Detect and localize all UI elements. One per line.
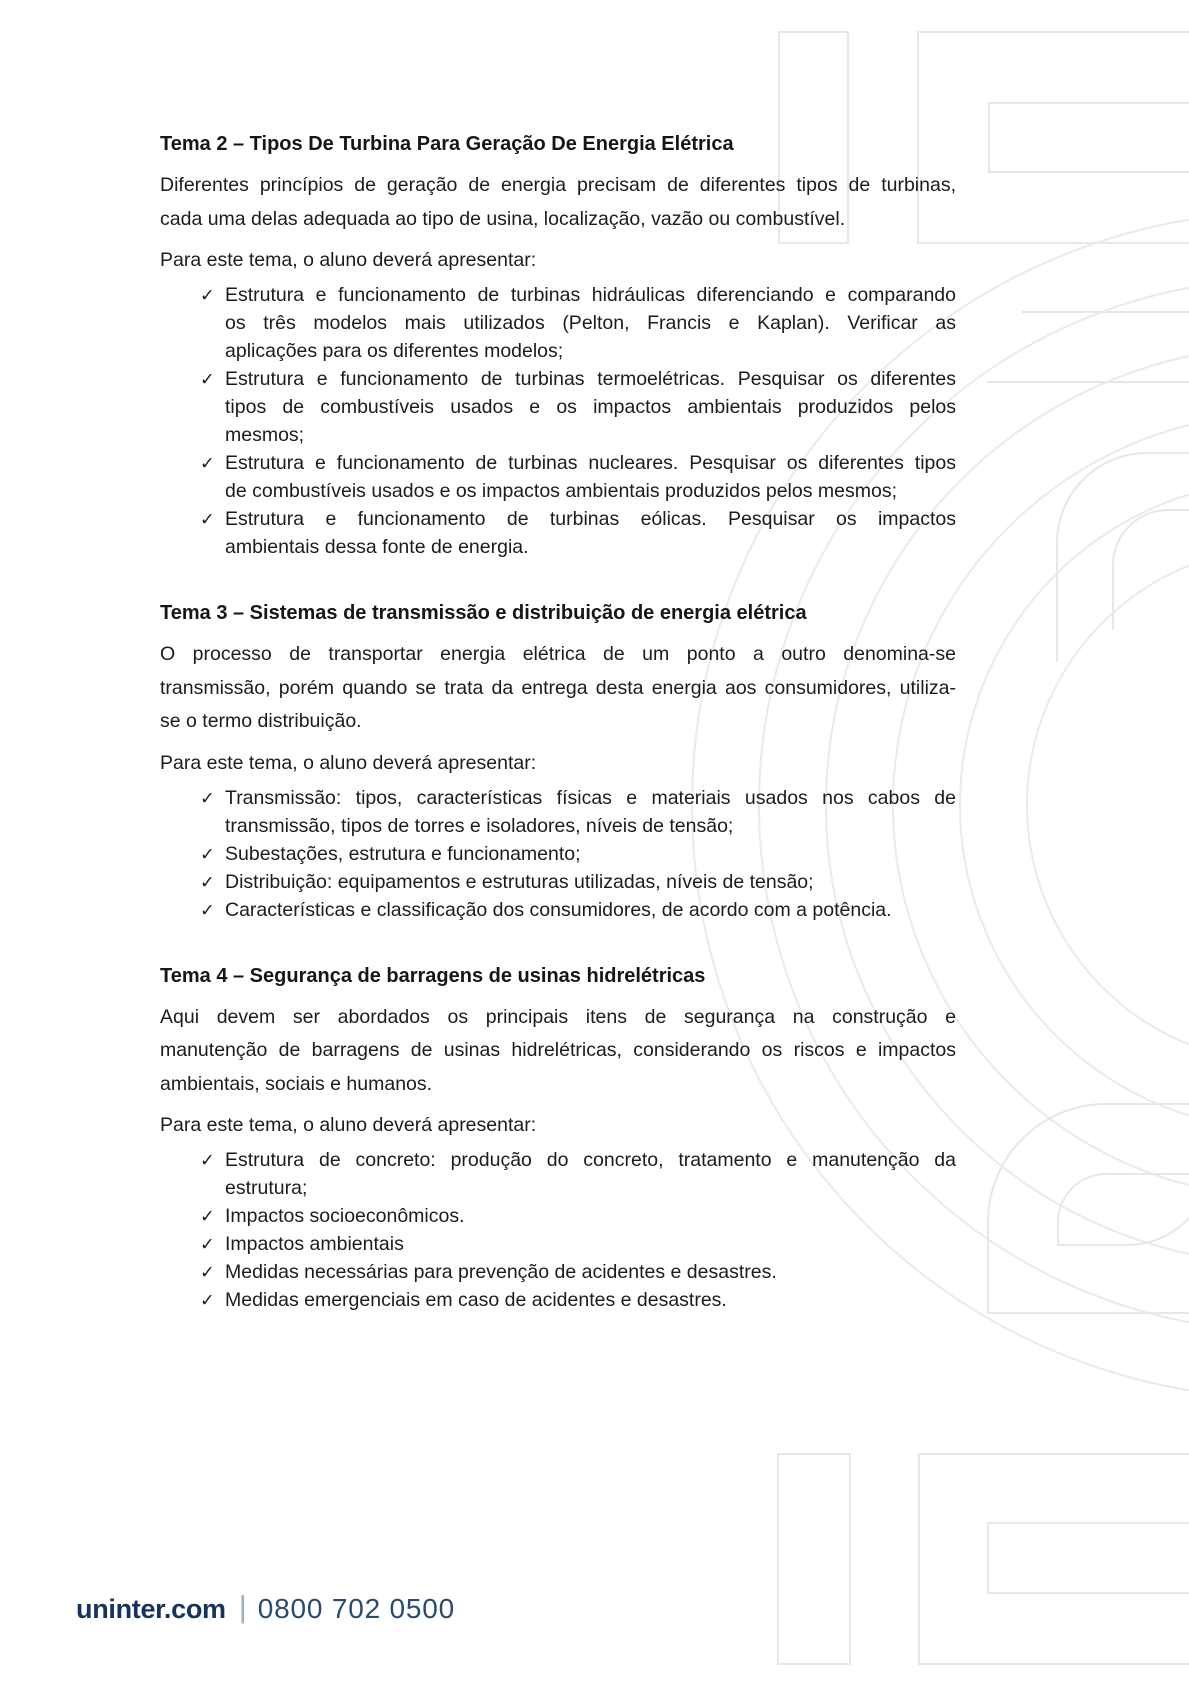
watermark-rounded-letter xyxy=(988,1100,1189,1313)
section-heading: Tema 2 – Tipos De Turbina Para Geração De Energia Elétrica xyxy=(160,133,734,155)
paragraph-line: se o termo distribuição. xyxy=(160,710,362,732)
document-section xyxy=(160,132,956,561)
list-item xyxy=(200,365,956,449)
list-item xyxy=(200,1202,956,1230)
check-icon: ✓ xyxy=(200,843,215,864)
bullet-line: Medidas emergenciais em caso de acidentes e desastres. xyxy=(225,1289,727,1311)
bullet-line: Distribuição: equipamentos e estruturas utilizadas, níveis de tensão; xyxy=(225,870,814,893)
watermark-bottom-letters xyxy=(778,1454,1189,1664)
bullet-text xyxy=(225,505,956,561)
lead-line: Para este tema, o aluno deverá apresentar: xyxy=(160,1114,537,1136)
bullet-line: Transmissão: tipos, características físicas e materiais usados nos cabos de xyxy=(225,786,956,809)
list-item xyxy=(200,840,956,868)
list-item xyxy=(200,868,956,896)
bullet-line: Estrutura de concreto: produção do concreto, tratamento e manutenção da xyxy=(225,1149,956,1171)
section-heading: Tema 4 – Segurança de barragens de usinas hidrelétricas xyxy=(160,964,706,987)
check-icon: ✓ xyxy=(200,1234,215,1254)
bullet-line: Estrutura e funcionamento de turbinas nucleares. Pesquisar os diferentes tipos xyxy=(225,452,956,474)
page-footer xyxy=(76,1591,455,1627)
lead-line: Para este tema, o aluno deverá apresentar: xyxy=(160,249,537,271)
bullet-line: transmissão, tipos de torres e isoladores, níveis de tensão; xyxy=(225,814,734,837)
list-item xyxy=(200,505,956,561)
check-icon: ✓ xyxy=(200,369,215,389)
document-section xyxy=(160,601,956,924)
bullet-line: estrutura; xyxy=(225,1177,308,1199)
watermark-mid-shape xyxy=(987,312,1189,662)
bullet-line: Estrutura e funcionamento de turbinas eólicas. Pesquisar os impactos xyxy=(225,508,956,530)
check-icon: ✓ xyxy=(200,1290,215,1310)
bullet-line: Medidas necessárias para prevenção de acidentes e desastres. xyxy=(225,1261,777,1283)
document-section xyxy=(160,964,956,1315)
check-icon: ✓ xyxy=(200,509,215,529)
bullet-line: aplicações para os diferentes modelos; xyxy=(225,340,564,362)
bullet-text xyxy=(225,896,956,924)
bullet-line: os três modelos mais utilizados (Pelton, Francis e Kaplan). Verificar as xyxy=(225,312,956,334)
footer-divider: | xyxy=(238,1589,247,1624)
check-icon: ✓ xyxy=(200,285,215,305)
bullet-line: tipos de combustíveis usados e os impactos ambientais produzidos pelos xyxy=(225,396,956,418)
paragraph-line: Aqui devem ser abordados os principais itens de segurança na construção e xyxy=(160,1005,956,1028)
check-icon: ✓ xyxy=(200,453,215,473)
paragraph-line: manutenção de barragens de usinas hidrelétricas, considerando os riscos e impactos xyxy=(160,1039,956,1061)
check-icon: ✓ xyxy=(200,1262,215,1282)
bullet-line: mesmos; xyxy=(225,424,305,446)
footer-phone-number: 0800 702 0500 xyxy=(257,1593,456,1624)
bullet-text xyxy=(225,449,956,505)
paragraph-line: transmissão, porém quando se trata da entrega desta energia aos consumidores, utiliza- xyxy=(160,676,956,699)
bullet-line: Impactos ambientais xyxy=(225,1233,404,1255)
list-item xyxy=(200,281,956,365)
bullet-text xyxy=(225,281,956,365)
bullet-list xyxy=(160,1146,956,1314)
bullet-line: ambientais dessa fonte de energia. xyxy=(225,536,529,558)
footer-site-label: uninter.com xyxy=(76,1593,226,1624)
paragraph-line: cada uma delas adequada ao tipo de usina, localização, vazão ou combustível. xyxy=(160,207,846,230)
paragraph-line: O processo de transportar energia elétrica de um ponto a outro denomina-se xyxy=(160,643,956,665)
list-item xyxy=(200,1286,956,1314)
bullet-line: de combustíveis usados e os impactos ambientais produzidos pelos mesmos; xyxy=(225,480,897,502)
paragraph-line: ambientais, sociais e humanos. xyxy=(160,1072,433,1095)
list-item xyxy=(200,449,956,505)
bullet-text xyxy=(225,840,956,868)
bullet-text xyxy=(225,868,956,896)
lead-line: Para este tema, o aluno deverá apresentar: xyxy=(160,751,537,774)
list-item xyxy=(200,1230,956,1258)
check-icon: ✓ xyxy=(200,787,215,808)
list-item xyxy=(200,1146,956,1202)
bullet-line: Subestações, estrutura e funcionamento; xyxy=(225,842,581,865)
bullet-list xyxy=(160,784,956,924)
bullet-line: Estrutura e funcionamento de turbinas termoelétricas. Pesquisar os diferentes xyxy=(225,368,956,390)
bullet-text xyxy=(225,1230,956,1258)
bullet-line: Estrutura e funcionamento de turbinas hidráulicas diferenciando e comparando xyxy=(225,284,956,306)
bullet-text xyxy=(225,1258,956,1286)
bullet-line: Impactos socioeconômicos. xyxy=(225,1205,465,1227)
document-content xyxy=(160,132,956,1314)
check-icon: ✓ xyxy=(200,871,215,892)
bullet-text xyxy=(225,1146,956,1202)
list-item xyxy=(200,784,956,840)
bullet-text xyxy=(225,784,956,840)
list-item xyxy=(200,896,956,924)
check-icon: ✓ xyxy=(200,1206,215,1226)
check-icon: ✓ xyxy=(200,1150,215,1170)
bullet-line: Características e classificação dos consumidores, de acordo com a potência. xyxy=(225,898,892,921)
bullet-list xyxy=(160,281,956,561)
list-item xyxy=(200,1258,956,1286)
section-heading: Tema 3 – Sistemas de transmissão e distribuição de energia elétrica xyxy=(160,602,807,624)
bullet-text xyxy=(225,365,956,449)
bullet-text xyxy=(225,1202,956,1230)
bullet-text xyxy=(225,1286,956,1314)
check-icon: ✓ xyxy=(200,899,215,920)
paragraph-line: Diferentes princípios de geração de energia precisam de diferentes tipos de turbinas, xyxy=(160,174,956,196)
